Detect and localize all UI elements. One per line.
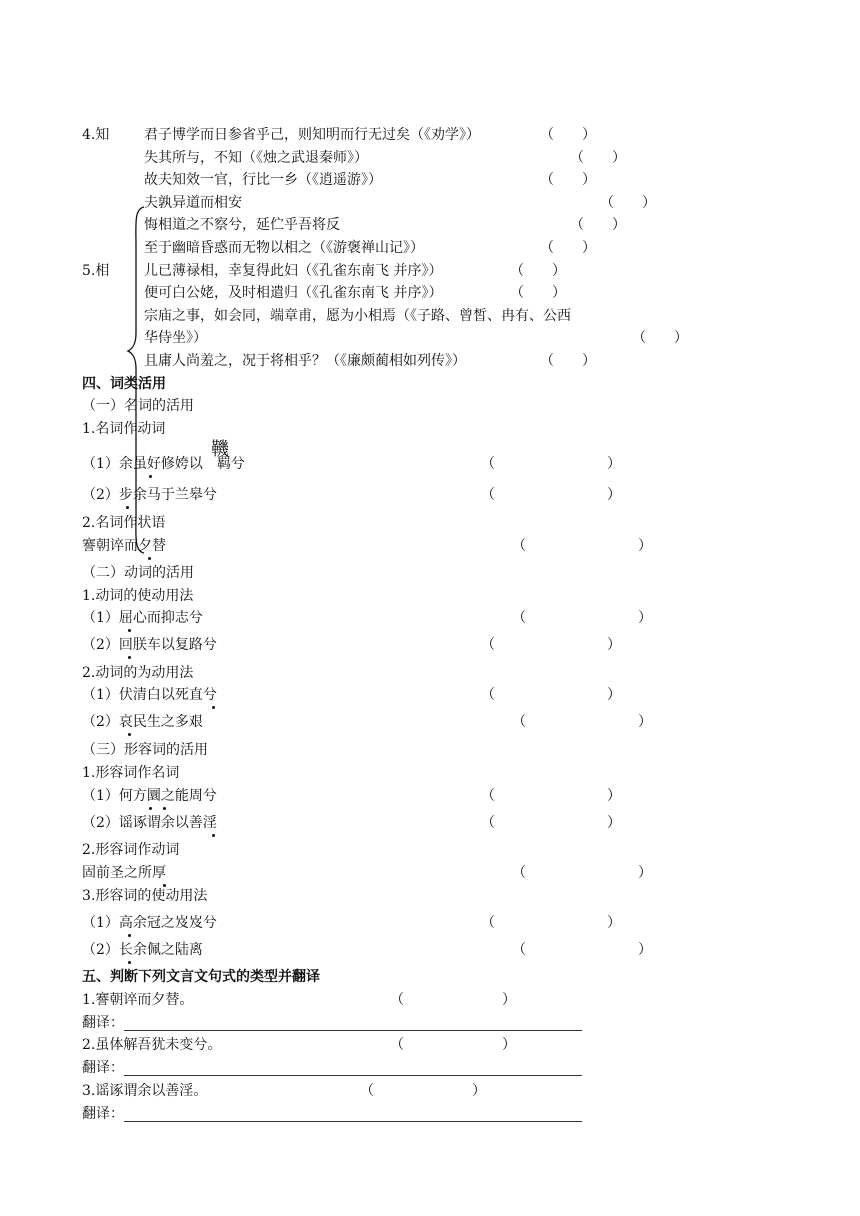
answer-blank[interactable]: （ ） bbox=[512, 610, 652, 626]
list-item: 至于幽暗昏惑而无物以相之（《游褒禅山记》） bbox=[144, 240, 424, 256]
emphasis-dot bbox=[126, 506, 129, 509]
example-sentence: （2）步余马于兰皋兮 bbox=[82, 487, 217, 503]
question: 2.虽体解吾犹未变兮。 bbox=[82, 1037, 222, 1053]
emphasis-dot bbox=[128, 629, 131, 632]
answer-blank[interactable]: （ ） bbox=[512, 714, 652, 730]
rare-character: 鞿 bbox=[211, 439, 229, 460]
answer-blank[interactable]: （ ） bbox=[481, 815, 621, 831]
subsection-heading: （三）形容词的活用 bbox=[82, 742, 208, 758]
list-item: 宗庙之事，如会同，端章甫，愿为小相焉（《子路、曾皙、冉有、公西 bbox=[144, 308, 571, 324]
emphasis-dot bbox=[148, 557, 151, 560]
question: 1.謇朝谇而夕替。 bbox=[82, 992, 194, 1008]
emphasis-dot bbox=[149, 475, 152, 478]
list-item: 故夫知效一官，行比一乡（《逍遥游》） bbox=[144, 172, 382, 188]
translate-label: 翻译： bbox=[82, 1060, 124, 1076]
answer-blank[interactable]: （ ） bbox=[570, 150, 626, 166]
example-sentence: （1）伏清白以死直兮 bbox=[82, 687, 217, 703]
example-sentence: 謇朝谇而夕替 bbox=[82, 538, 166, 554]
answer-blank[interactable]: （ ） bbox=[600, 195, 656, 211]
answer-blank[interactable]: （ ） bbox=[570, 217, 626, 233]
list-item: 夫孰异道而相安 bbox=[144, 195, 242, 211]
subsection-heading: （一）名词的活用 bbox=[82, 398, 194, 414]
translate-label: 翻译： bbox=[82, 1015, 124, 1031]
answer-blank[interactable]: （ ） bbox=[390, 992, 516, 1008]
item-number-xiang: 5.相 bbox=[82, 263, 110, 279]
question: 3.谣诼谓余以善淫。 bbox=[82, 1083, 208, 1099]
answer-blank[interactable]: （ ） bbox=[512, 538, 652, 554]
list-item: 悔相道之不察兮，延伫乎吾将反 bbox=[144, 217, 340, 233]
example-sentence: （2）哀民生之多艰 bbox=[82, 714, 203, 730]
answer-blank[interactable]: （ ） bbox=[540, 127, 596, 143]
answer-blank[interactable]: （ ） bbox=[632, 330, 688, 346]
answer-blank[interactable]: （ ） bbox=[390, 1037, 516, 1053]
answer-blank[interactable]: （ ） bbox=[481, 637, 621, 653]
item-number-zhi: 4.知 bbox=[82, 127, 110, 143]
answer-blank[interactable]: （ ） bbox=[481, 788, 621, 804]
emphasis-dot bbox=[128, 656, 131, 659]
list-item: 儿已薄禄相，幸复得此妇（《孔雀东南飞 并序》） bbox=[144, 263, 443, 279]
translation-line[interactable] bbox=[124, 1075, 582, 1076]
answer-blank[interactable]: （ ） bbox=[540, 353, 596, 369]
subsection-heading: 1.动词的使动用法 bbox=[82, 588, 194, 604]
list-item: 便可白公姥，及时相遣归（《孔雀东南飞 并序》） bbox=[144, 285, 443, 301]
example-sentence: （1）何方圜之能周兮 bbox=[82, 788, 217, 804]
subsection-heading: 2.名词作状语 bbox=[82, 515, 166, 531]
example-sentence: （1）高余冠之岌岌兮 bbox=[82, 915, 217, 931]
translation-line[interactable] bbox=[124, 1121, 582, 1122]
subsection-heading: （二）动词的活用 bbox=[82, 565, 194, 581]
answer-blank[interactable]: （ ） bbox=[510, 285, 566, 301]
answer-blank[interactable]: （ ） bbox=[510, 263, 566, 279]
answer-blank[interactable]: （ ） bbox=[481, 456, 621, 472]
translation-line[interactable] bbox=[124, 1030, 582, 1031]
example-sentence: （2）回朕车以复路兮 bbox=[82, 637, 217, 653]
emphasis-dot bbox=[212, 834, 215, 837]
subsection-heading: 2.动词的为动用法 bbox=[82, 665, 194, 681]
emphasis-dot bbox=[212, 706, 215, 709]
subsection-heading: 1.形容词作名词 bbox=[82, 765, 180, 781]
subsection-heading: 3.形容词的使动用法 bbox=[82, 888, 208, 904]
answer-blank[interactable]: （ ） bbox=[512, 942, 652, 958]
answer-blank[interactable]: （ ） bbox=[540, 172, 596, 188]
answer-blank[interactable]: （ ） bbox=[481, 487, 621, 503]
example-sentence: （2）长余佩之陆离 bbox=[82, 942, 203, 958]
subsection-heading: 1.名词作动词 bbox=[82, 421, 166, 437]
list-item: 华侍坐》） bbox=[144, 330, 207, 346]
emphasis-dot bbox=[163, 807, 166, 810]
section-heading: 四、词类活用 bbox=[82, 376, 166, 392]
emphasis-dot bbox=[128, 934, 131, 937]
answer-blank[interactable]: （ ） bbox=[481, 915, 621, 931]
emphasis-dot bbox=[128, 733, 131, 736]
example-sentence: （1）屈心而抑志兮 bbox=[82, 610, 203, 626]
example-sentence: （1）余虽好修姱以 羁兮 bbox=[82, 456, 245, 472]
translate-label: 翻译： bbox=[82, 1106, 124, 1122]
emphasis-dot bbox=[149, 807, 152, 810]
answer-blank[interactable]: （ ） bbox=[540, 240, 596, 256]
example-sentence: 固前圣之所厚 bbox=[82, 865, 166, 881]
list-item: 且庸人尚羞之，况于将相乎？（《廉颇蔺相如列传》） bbox=[144, 353, 466, 369]
subsection-heading: 2.形容词作动词 bbox=[82, 842, 180, 858]
section-heading: 五、判断下列文言文句式的类型并翻译 bbox=[82, 969, 320, 985]
answer-blank[interactable]: （ ） bbox=[481, 687, 621, 703]
emphasis-dot bbox=[128, 961, 131, 964]
example-sentence: （2）谣诼谓余以善淫 bbox=[82, 815, 217, 831]
answer-blank[interactable]: （ ） bbox=[360, 1083, 486, 1099]
list-item: 君子博学而日参省乎己，则知明而行无过矣（《劝学》） bbox=[144, 127, 480, 143]
list-item: 失其所与，不知（《烛之武退秦师》） bbox=[144, 150, 368, 166]
answer-blank[interactable]: （ ） bbox=[512, 865, 652, 881]
